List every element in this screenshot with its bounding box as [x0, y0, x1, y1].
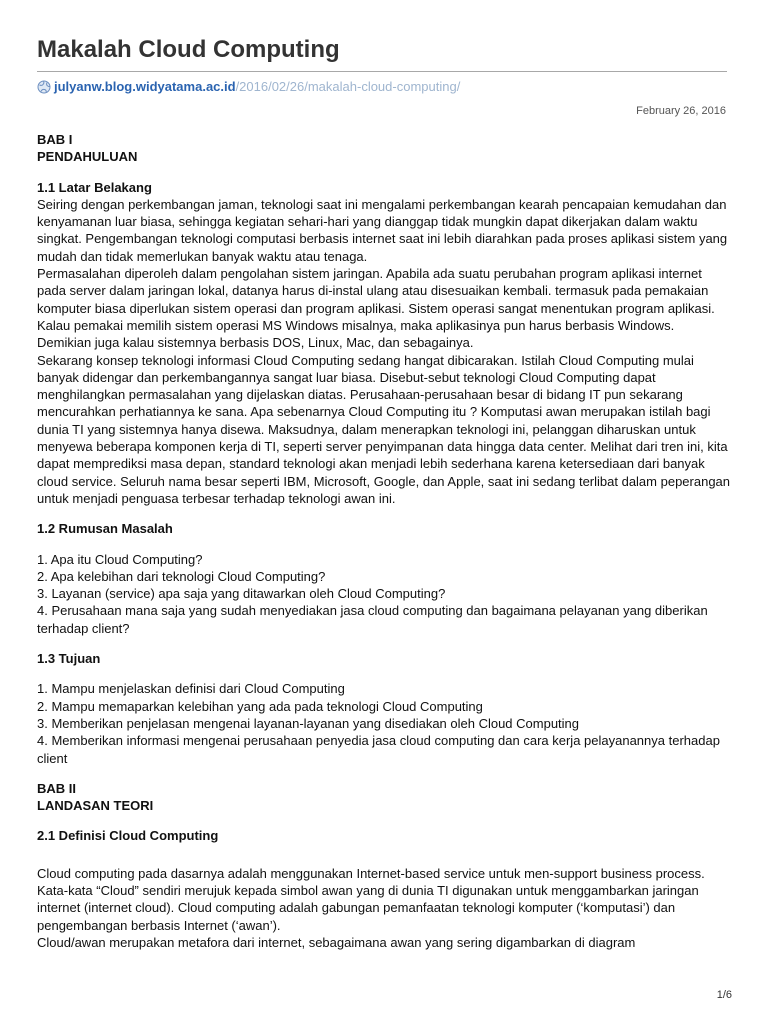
page-title: Makalah Cloud Computing: [37, 36, 340, 63]
article-body: [37, 131, 732, 951]
section-heading: 1.3 Tujuan: [37, 651, 101, 667]
paragraph: Cloud/awan merupakan metafora dari internet, sebagaimana awan yang sering digambarkan di diagram: [37, 934, 636, 950]
list-item: 4. Memberikan informasi mengenai perusahaan penyedia jasa cloud computing dan cara kerja pelayanannya terhadap client: [37, 733, 720, 766]
section-heading: 2.1 Definisi Cloud Computing: [37, 828, 219, 844]
chapter-title: PENDAHULUAN: [37, 149, 138, 165]
source-domain-link[interactable]: julyanw.blog.widyatama.ac.id: [54, 79, 236, 94]
page-number: 1/6: [716, 989, 732, 1001]
globe-icon: [37, 80, 51, 94]
paragraph: Permasalahan diperoleh dalam pengolahan sistem jaringan. Apabila ada suatu perubahan program aplikasi internet pada server dalam jaringan lokal, datanya harus di-instal ulang atau disesuaikan kembali. termasuk pada pemakaian komputer biasa diperlukan sistem operasi dan program aplikasi. Sistem operasi sangat menentukan program aplikasi. Kalau pemakai memilih sistem operasi MS Windows misalnya, maka aplikasinya pun harus berbasis Windows. Demikian juga kalau sistemnya berbasis DOS, Linux, Mac, dan sebagainya.: [37, 266, 715, 351]
chapter-label: BAB II: [37, 780, 76, 796]
title-divider: [37, 71, 727, 72]
paragraph: Sekarang konsep teknologi informasi Cloud Computing sedang hangat dibicarakan. Istilah Cloud Computing mulai banyak didengar dan perkembangannya sangat luar biasa. Disebut-sebut teknologi Cloud Computing dapat menghilangkan permasalahan yang dijelaskan diatas. Perusahaan-perusahaan besar di bidang IT pun sekarang mencurahkan perhatiannya ke sana. Apa sebenarnya Cloud Computing itu ? Komputasi awan merupakan istilah bagi dunia TI yang sistemnya hanya disewa. Maksudnya, dalam menerapkan teknologi ini, pelanggan diharuskan untuk menyewa beberapa komponen kerja di TI, seperti server penyimpanan data hingga data center. Melihat dari tren ini, kita dapat memprediksi masa depan, standard teknologi akan menjadi lebih sederhana karena ketersediaan dari banyak cloud service. Seluruh nama besar seperti IBM, Microsoft, Google, dan Apple, saat ini sedang terlibat dalam peperangan untuk menjadi penguasa terbesar terhadap teknologi awan ini.: [37, 352, 731, 506]
list-item: 1. Mampu menjelaskan definisi dari Cloud Computing: [37, 681, 345, 697]
paragraph: Cloud computing pada dasarnya adalah menggunakan Internet-based service untuk men-support business process. Kata-kata “Cloud” sendiri merujuk kepada simbol awan yang di dunia TI digunakan untuk menggambarkan jaringan internet (internet cloud). Cloud computing adalah gabungan pemanfaatan teknologi komputer (‘komputasi’) dan pengembangan berbasis Internet (‘awan’).: [37, 865, 705, 933]
source-url[interactable]: [37, 79, 460, 94]
list-item: 3. Layanan (service) apa saja yang ditawarkan oleh Cloud Computing?: [37, 586, 446, 602]
chapter-title: LANDASAN TEORI: [37, 798, 154, 814]
list-item: 2. Apa kelebihan dari teknologi Cloud Computing?: [37, 568, 326, 584]
chapter-label: BAB I: [37, 132, 73, 147]
list-item: 1. Apa itu Cloud Computing?: [37, 551, 203, 567]
source-path-link[interactable]: /2016/02/26/makalah-cloud-computing/: [235, 79, 461, 94]
section-heading: 1.2 Rumusan Masalah: [37, 521, 173, 537]
paragraph: Seiring dengan perkembangan jaman, teknologi saat ini mengalami perkembangan kearah pencapaian kemudahan dan kenyamanan luar biasa, sehingga kegiatan sehari-hari yang dianggap tidak mungkin dapat dikerjakan dalam waktu singkat. Pengembangan teknologi computasi berbasis internet saat ini lebih diarahkan pada proses aplikasi sistem yang mudah dan tidak memerlukan banyak waktu atau tenaga.: [37, 196, 728, 264]
list-item: 2. Mampu memaparkan kelebihan yang ada pada teknologi Cloud Computing: [37, 698, 483, 714]
list-item: 4. Perusahaan mana saja yang sudah menyediakan jasa cloud computing dan bagaimana pelayanan yang diberikan terhadap client?: [37, 603, 708, 636]
list-item: 3. Memberikan penjelasan mengenai layanan-layanan yang disediakan oleh Cloud Computing: [37, 715, 580, 731]
post-date: February 26, 2016: [636, 105, 726, 117]
section-heading: 1.1 Latar Belakang: [37, 179, 152, 195]
